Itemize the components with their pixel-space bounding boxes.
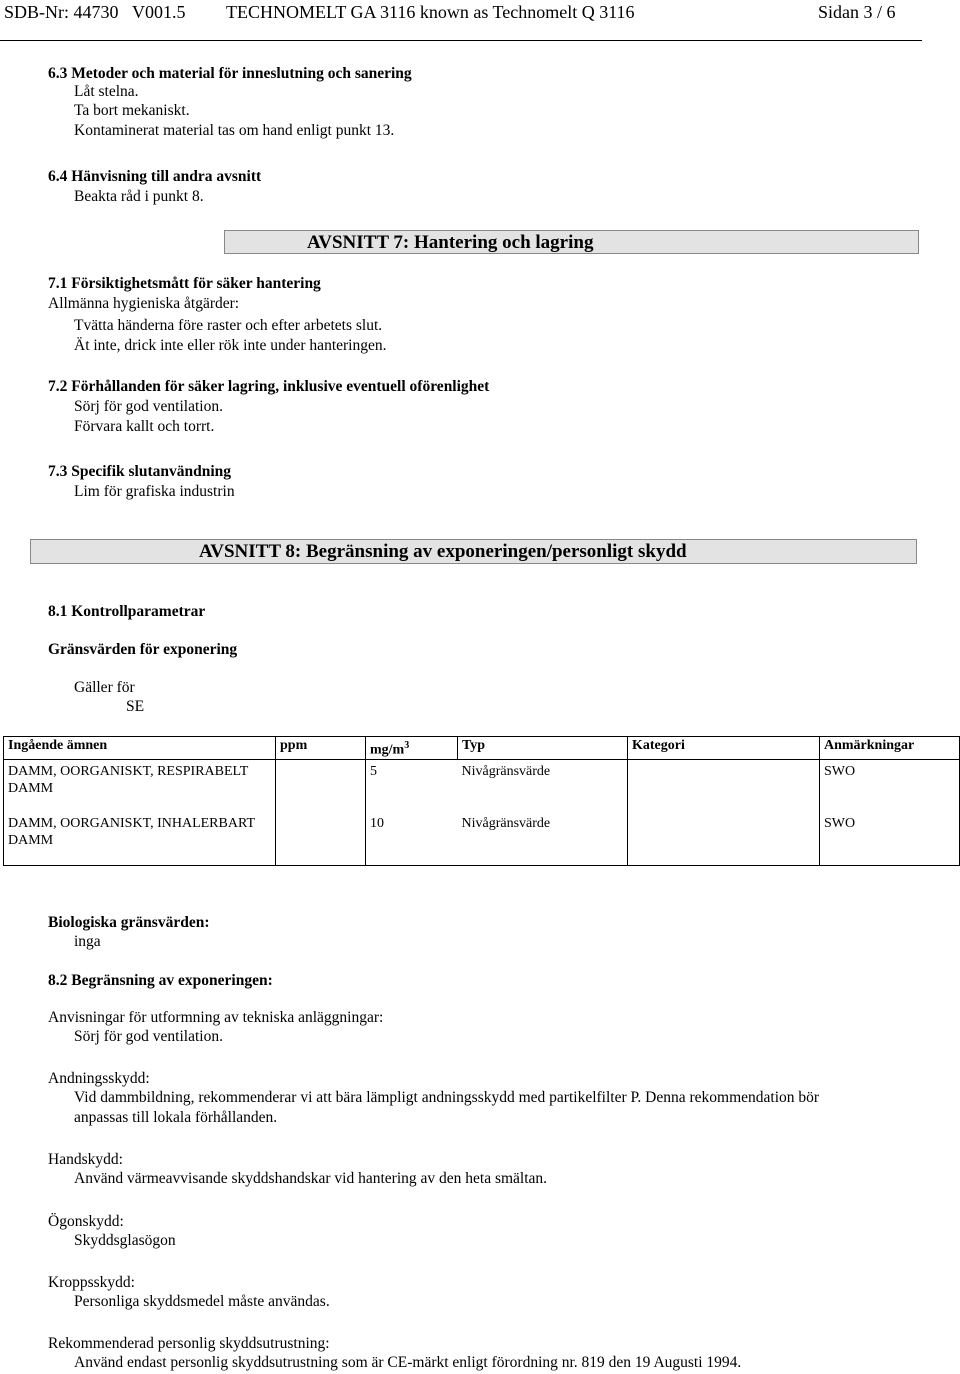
eye-protection-label: Ögonskydd:	[48, 1213, 124, 1230]
category-cell	[628, 813, 820, 866]
mg-cell: 5	[366, 759, 458, 813]
section-8-1-title: 8.1 Kontrollparametrar	[48, 603, 206, 620]
ppm-cell	[276, 759, 366, 813]
col-header-ppm: ppm	[276, 737, 366, 760]
section-7-2-title: 7.2 Förhållanden för säker lagring, inklusive eventuell oförenlighet	[48, 378, 490, 395]
section-7-1-title: 7.1 Försiktighetsmått för säker hantering	[48, 275, 321, 292]
body-protection-label: Kroppsskydd:	[48, 1274, 135, 1291]
biological-limits-value: inga	[74, 933, 101, 950]
section-6-3-line: Kontaminerat material tas om hand enligt punkt 13.	[74, 122, 395, 139]
ppm-cell	[276, 813, 366, 866]
section-6-3-title: 6.3 Metoder och material för inneslutning och sanering	[48, 65, 412, 82]
section-6-3-line: Låt stelna.	[74, 83, 139, 100]
col-header-mg: $mg/m^3$	[366, 737, 458, 760]
section-6-4-line: Beakta råd i punkt 8.	[74, 188, 204, 205]
substance-cell: DAMM, OORGANISKT, RESPIRABELT DAMM	[4, 759, 276, 813]
col-header-category: Kategori	[628, 737, 820, 760]
mg-cell: 10	[366, 813, 458, 866]
section-8-banner-title: AVSNITT 8: Begränsning av exponeringen/personligt skydd	[199, 541, 687, 562]
respiratory-label: Andningsskydd:	[48, 1070, 150, 1087]
remarks-cell: SWO	[820, 759, 960, 813]
col-header-remarks: Anmärkningar	[820, 737, 960, 760]
eye-protection-text: Skyddsglasögon	[74, 1232, 176, 1249]
section-7-3-title: 7.3 Specifik slutanvändning	[48, 463, 232, 480]
remarks-cell: SWO	[820, 813, 960, 866]
page-number: Sidan 3 / 6	[818, 2, 896, 22]
engineering-label: Anvisningar för utformning av tekniska anläggningar:	[48, 1009, 384, 1026]
version: V001.5	[132, 2, 186, 22]
hand-protection-label: Handskydd:	[48, 1151, 123, 1168]
header-rule	[0, 40, 922, 41]
body-protection-text: Personliga skyddsmedel måste användas.	[74, 1293, 330, 1310]
section-7-banner-title: AVSNITT 7: Hantering och lagring	[307, 232, 594, 253]
section-6-4-title: 6.4 Hänvisning till andra avsnitt	[48, 168, 262, 185]
section-7-1-line: Tvätta händerna före raster och efter arbetets slut.	[74, 317, 383, 334]
sdb-number: SDB-Nr: 44730	[4, 2, 119, 22]
category-cell	[628, 759, 820, 813]
ppe-label: Rekommenderad personlig skyddsutrustning:	[48, 1335, 330, 1352]
type-cell: Nivågränsvärde	[458, 813, 628, 866]
section-6-3-line: Ta bort mekaniskt.	[74, 102, 190, 119]
product-name: TECHNOMELT GA 3116 known as Technomelt Q 3116	[226, 2, 635, 22]
section-7-2-line: Sörj för god ventilation.	[74, 398, 223, 415]
table-row	[4, 813, 960, 866]
ppe-text: Använd endast personlig skyddsutrustning som är CE-märkt enligt förordning nr. 819 den 19 Augusti 1994.	[74, 1354, 742, 1371]
col-header-substance: Ingående ämnen	[4, 737, 276, 760]
section-7-1-line: Ät inte, drick inte eller rök inte under hanteringen.	[74, 337, 387, 354]
biological-limits-title: Biologiska gränsvärden:	[48, 914, 210, 931]
section-7-banner	[224, 230, 919, 254]
section-8-2-title: 8.2 Begränsning av exponeringen:	[48, 972, 273, 989]
exposure-limits-table	[3, 736, 960, 866]
section-8-banner	[30, 539, 917, 564]
applies-to-label: Gäller för	[74, 679, 135, 696]
respiratory-text: anpassas till lokala förhållanden.	[74, 1109, 278, 1126]
substance-cell: DAMM, OORGANISKT, INHALERBART DAMM	[4, 813, 276, 866]
respiratory-text: Vid dammbildning, rekommenderar vi att bära lämpligt andningsskydd med partikelfilter P. Denna rekommendation bör	[74, 1089, 820, 1106]
col-header-type: Typ	[458, 737, 628, 760]
engineering-text: Sörj för god ventilation.	[74, 1028, 223, 1045]
table-header-row	[4, 737, 960, 760]
type-cell: Nivågränsvärde	[458, 759, 628, 813]
section-7-2-line: Förvara kallt och torrt.	[74, 418, 215, 435]
section-7-3-line: Lim för grafiska industrin	[74, 483, 235, 500]
table-row	[4, 759, 960, 813]
section-7-1-subtitle: Allmänna hygieniska åtgärder:	[48, 295, 240, 312]
section-8-1-subtitle: Gränsvärden för exponering	[48, 641, 238, 658]
applies-to-value: SE	[126, 698, 145, 715]
hand-protection-text: Använd värmeavvisande skyddshandskar vid hantering av den heta smältan.	[74, 1170, 548, 1187]
